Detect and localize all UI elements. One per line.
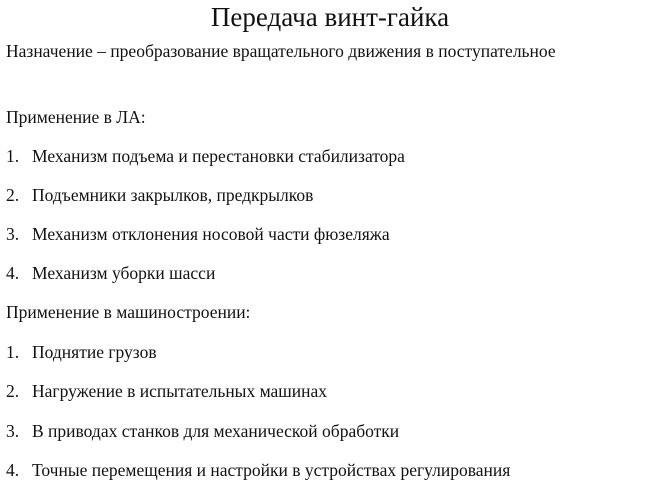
purpose-text: Назначение – преобразование вращательного движения в поступательное — [6, 41, 556, 61]
list-text: Механизм уборки шасси — [32, 263, 216, 283]
section-heading-engineering: Применение в машиностроении: — [6, 302, 251, 322]
list-item — [6, 380, 327, 402]
list-text: Точные перемещения и настройки в устройствах регулирования — [32, 460, 511, 480]
list-text: Нагружение в испытательных машинах — [32, 381, 328, 401]
list-number: 3. — [6, 224, 20, 244]
list-number: 2. — [6, 185, 20, 205]
list-number: 2. — [6, 381, 20, 401]
list-item — [6, 341, 157, 363]
list-text: Поднятие грузов — [32, 342, 157, 362]
list-text: Механизм подъема и перестановки стабилизатора — [32, 146, 405, 166]
list-item — [6, 459, 510, 481]
slide-title: Передача винт-гайка — [210, 2, 450, 32]
list-item — [6, 223, 390, 245]
list-number: 1. — [6, 146, 20, 166]
list-number: 3. — [6, 421, 20, 441]
list-item — [6, 145, 405, 167]
list-text: В приводах станков для механической обработки — [32, 421, 400, 441]
list-item — [6, 420, 399, 442]
list-text: Механизм отклонения носовой части фюзеляжа — [32, 224, 390, 244]
list-text: Подъемники закрылков, предкрылков — [32, 185, 314, 205]
list-item — [6, 184, 313, 206]
list-item — [6, 262, 215, 284]
list-number: 1. — [6, 342, 20, 362]
list-number: 4. — [6, 460, 20, 480]
list-number: 4. — [6, 263, 20, 283]
section-heading-aviation: Применение в ЛА: — [6, 107, 146, 127]
